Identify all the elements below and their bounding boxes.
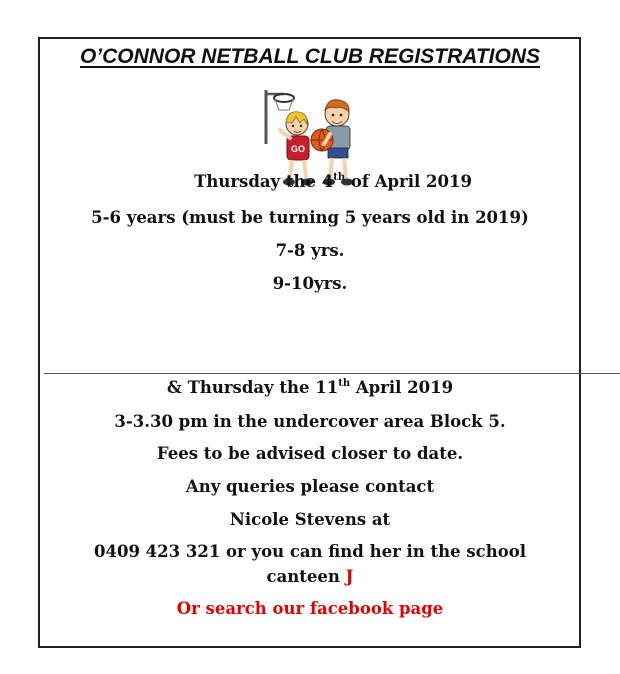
facebook-note: Or search our facebook page <box>176 599 444 618</box>
session1-date-suffix: of April 2019 <box>345 172 472 191</box>
age-group-2: 7-8 yrs. <box>275 241 345 260</box>
session1-date-sup: th <box>333 172 346 183</box>
smiley-icon: J <box>345 567 354 586</box>
session2-date <box>0 378 620 397</box>
canteen-text: canteen <box>266 567 346 586</box>
section-divider <box>44 373 620 374</box>
go-bib-text: GO <box>290 144 306 154</box>
fees-note: Fees to be advised closer to date. <box>156 444 464 463</box>
session1-date <box>0 172 620 191</box>
age-group-1: 5-6 years (must be turning 5 years old in 2019) <box>91 208 529 227</box>
session1-date-prefix: Thursday the 4 <box>194 172 334 191</box>
time-location: 3-3.30 pm in the undercover area Block 5. <box>114 412 506 431</box>
age-group-3: 9-10yrs. <box>272 274 348 293</box>
contact-phone: 0409 423 321 or you can find her in the school <box>94 542 526 561</box>
session2-date-prefix: & Thursday the 11 <box>166 378 339 397</box>
page-title: O’CONNOR NETBALL CLUB REGISTRATIONS <box>79 45 541 68</box>
queries-text: Any queries please contact <box>185 477 435 496</box>
contact-canteen <box>0 567 620 586</box>
contact-name: Nicole Stevens at <box>229 510 391 529</box>
session2-date-suffix: April 2019 <box>350 378 454 397</box>
session2-date-sup: th <box>338 378 351 389</box>
